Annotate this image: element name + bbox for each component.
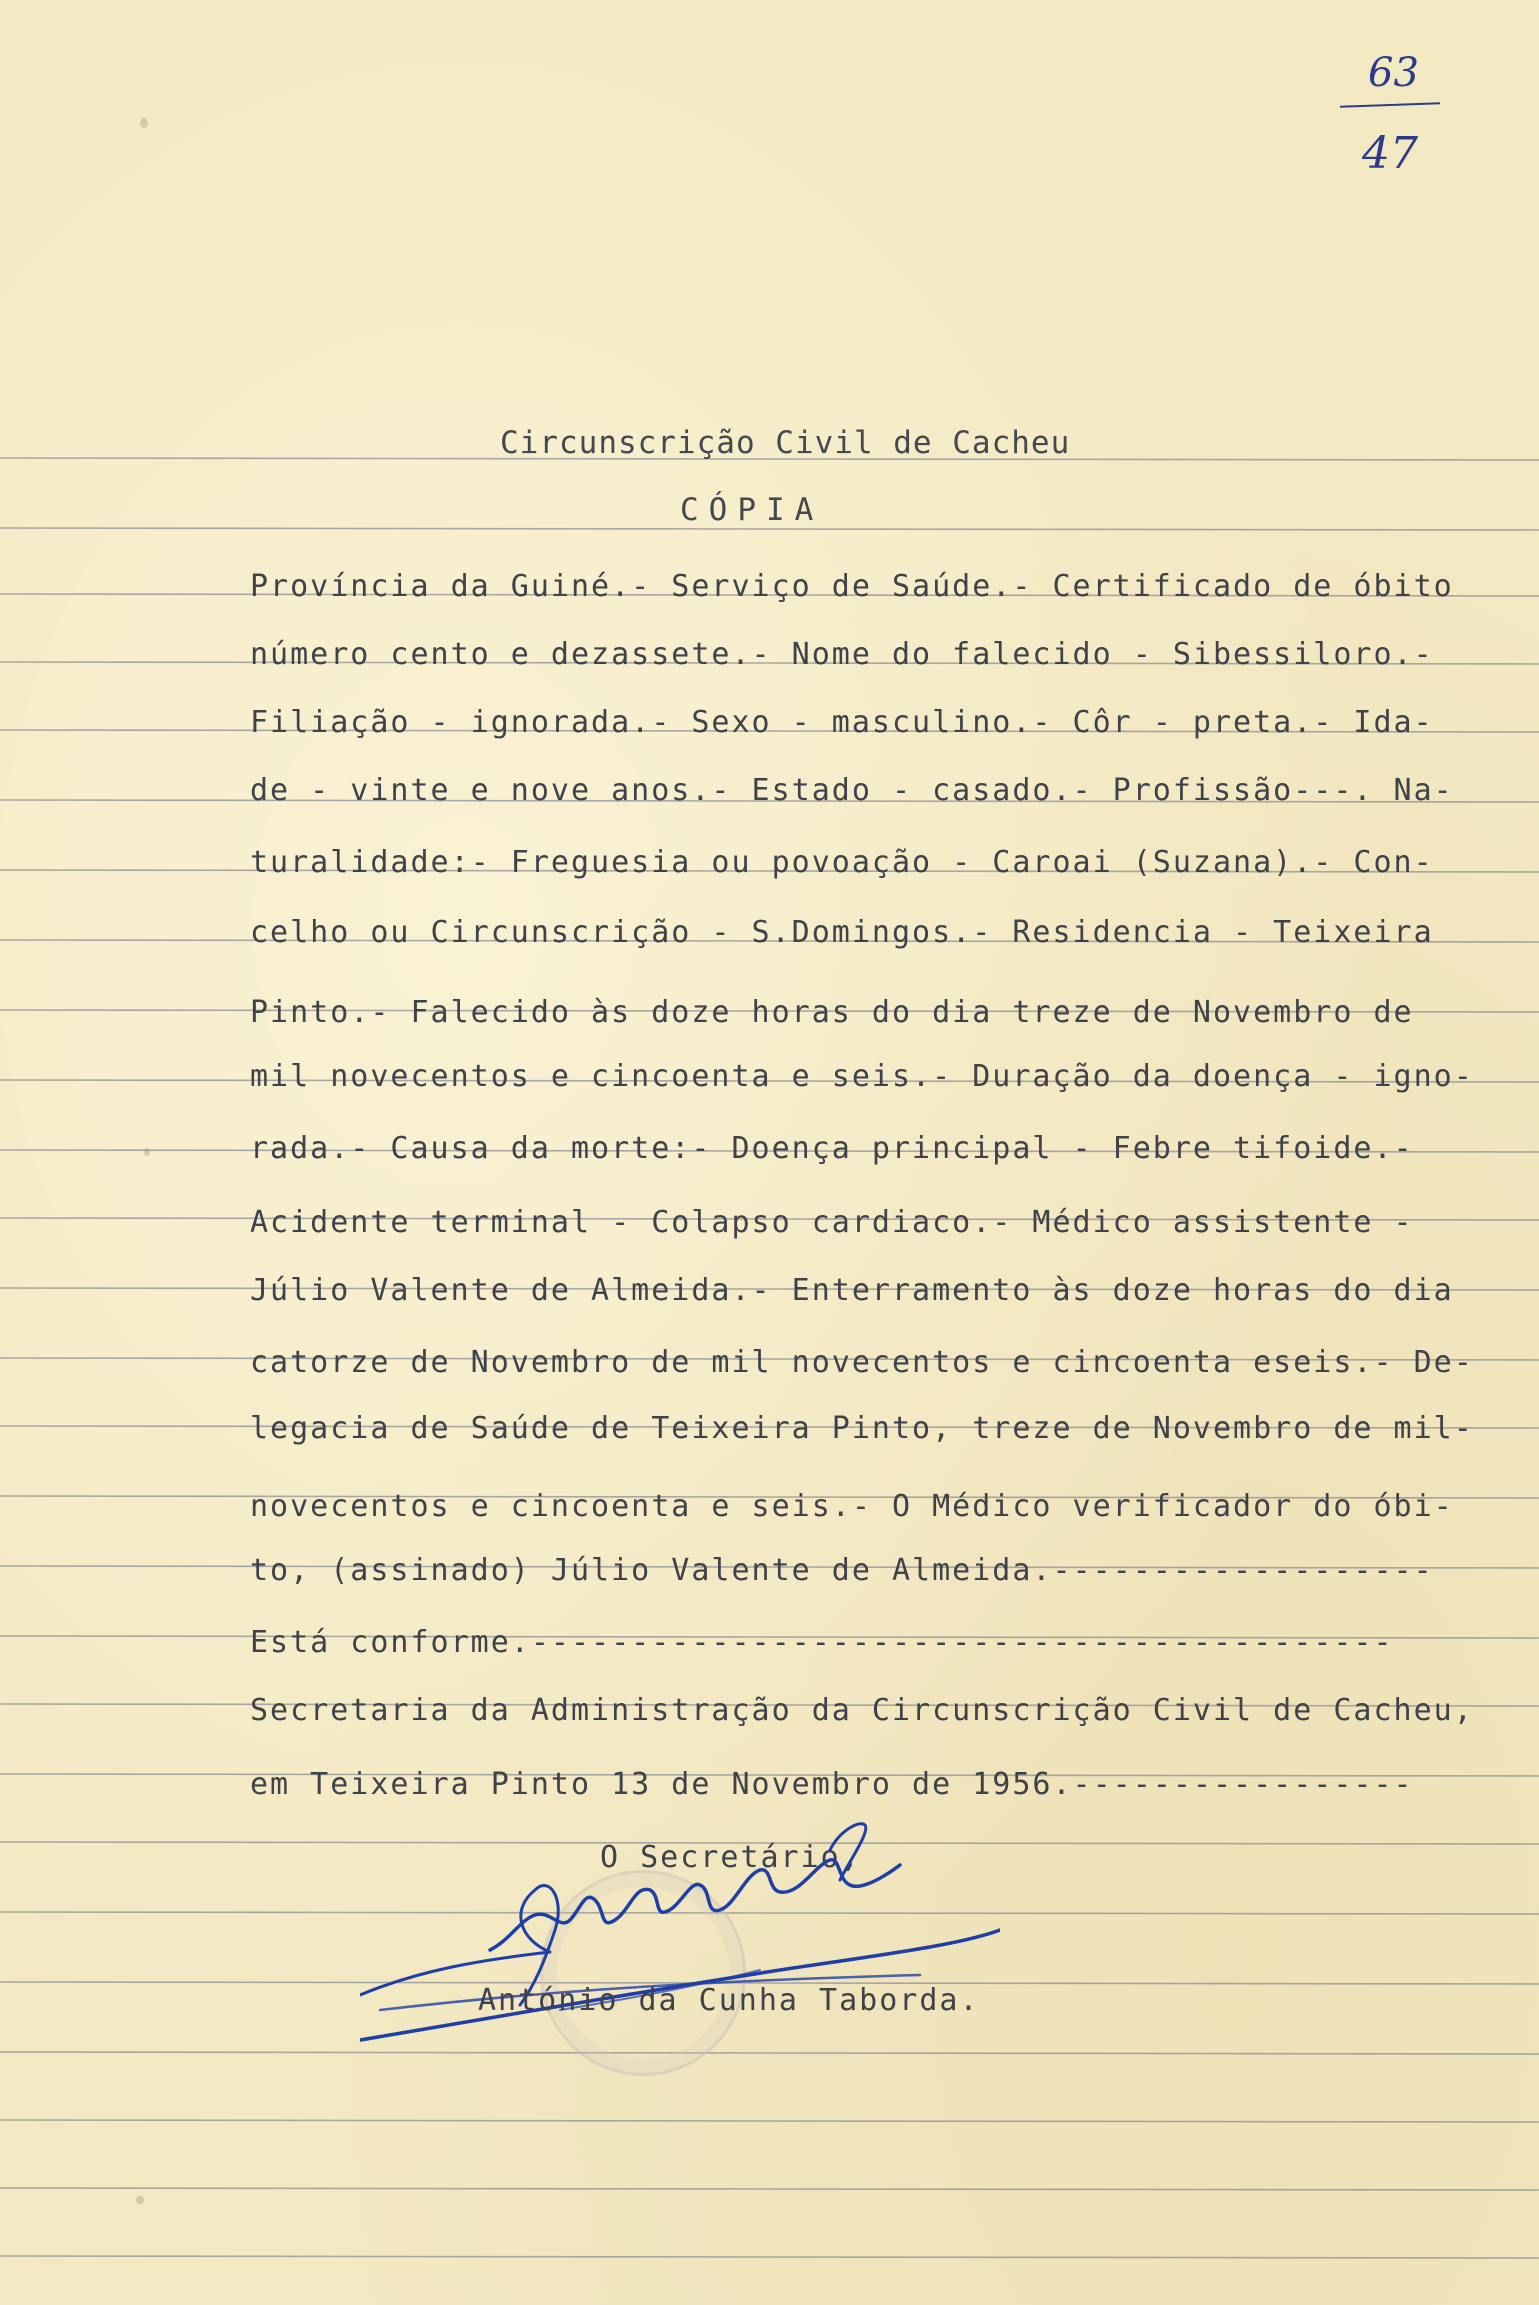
copy-label: CÓPIA bbox=[680, 492, 824, 528]
body-line: novecentos e cincoenta e seis.- O Médico verificador do óbi- bbox=[250, 1489, 1454, 1524]
signature-role: O Secretário, bbox=[600, 1840, 861, 1875]
body-line: número cento e dezassete.- Nome do falecido - Sibessiloro.- bbox=[250, 637, 1434, 672]
handwritten-signature bbox=[360, 1820, 1000, 2080]
body-line: turalidade:- Freguesia ou povoação - Caroai (Suzana).- Con- bbox=[250, 845, 1434, 880]
page-number: 63 bbox=[1368, 50, 1419, 96]
signer-name: António da Cunha Taborda. bbox=[478, 1983, 980, 2018]
document-header: Circunscrição Civil de Cacheu bbox=[500, 425, 1071, 461]
body-line: Secretaria da Administração da Circunscrição Civil de Cacheu, bbox=[250, 1693, 1474, 1728]
body-line: de - vinte e nove anos.- Estado - casado.- Profissão---. Na- bbox=[250, 773, 1454, 808]
body-line: Acidente terminal - Colapso cardiaco.- Médico assistente - bbox=[250, 1205, 1414, 1240]
paper-blemish bbox=[140, 118, 148, 128]
body-line: em Teixeira Pinto 13 de Novembro de 1956.----------------- bbox=[250, 1767, 1414, 1802]
body-line: Pinto.- Falecido às doze horas do dia treze de Novembro de bbox=[250, 995, 1414, 1030]
body-line: legacia de Saúde de Teixeira Pinto, treze de Novembro de mil- bbox=[250, 1411, 1474, 1446]
body-line: Está conforme.------------------------------------------- bbox=[250, 1625, 1394, 1660]
page-number-sub: 47 bbox=[1362, 128, 1418, 179]
body-line: to, (assinado) Júlio Valente de Almeida.------------------- bbox=[250, 1553, 1434, 1588]
body-line: Província da Guiné.- Serviço de Saúde.- Certificado de óbito bbox=[250, 569, 1454, 604]
paper-blemish bbox=[136, 2196, 144, 2204]
paper-blemish bbox=[144, 1148, 150, 1156]
body-line: Filiação - ignorada.- Sexo - masculino.- Côr - preta.- Ida- bbox=[250, 705, 1434, 740]
body-line: catorze de Novembro de mil novecentos e cincoenta eseis.- De- bbox=[250, 1345, 1474, 1380]
body-line: rada.- Causa da morte:- Doença principal - Febre tifoide.- bbox=[250, 1131, 1414, 1166]
body-line: Júlio Valente de Almeida.- Enterramento às doze horas do dia bbox=[250, 1273, 1454, 1308]
body-line: celho ou Circunscrição - S.Domingos.- Residencia - Teixeira bbox=[250, 915, 1434, 950]
body-line: mil novecentos e cincoenta e seis.- Duração da doença - igno- bbox=[250, 1059, 1474, 1094]
